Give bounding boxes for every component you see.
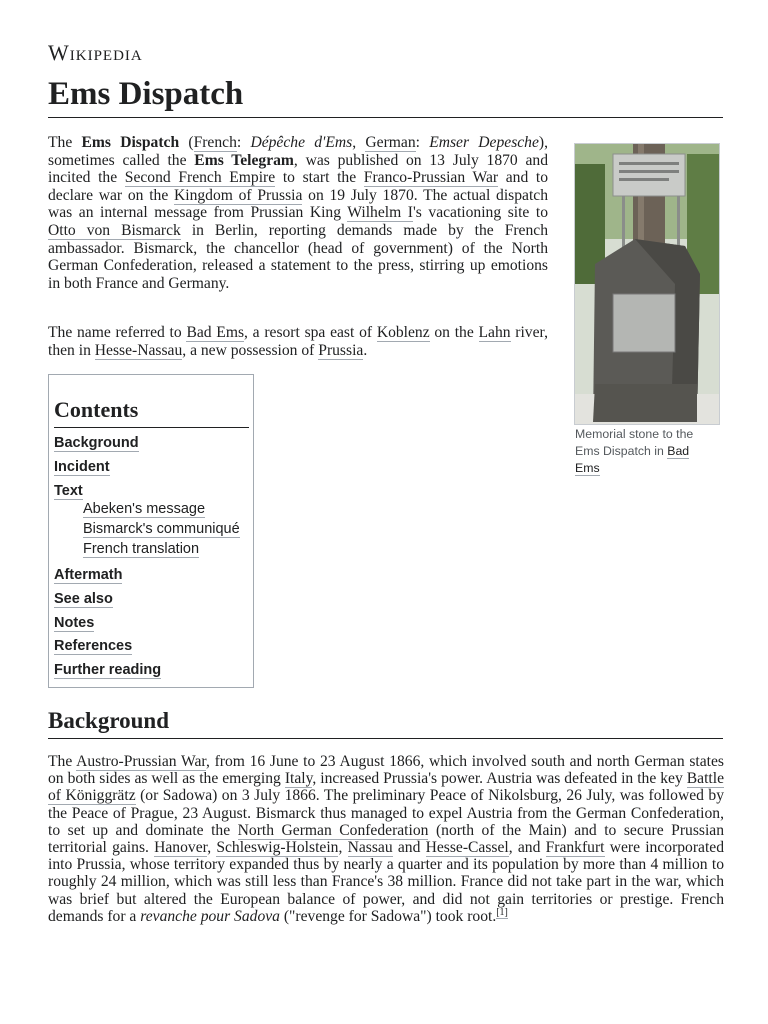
title-underline [48, 117, 723, 118]
text-run: ), sometimes called the [48, 134, 548, 169]
text-run: and to declare war on the [48, 169, 549, 204]
text-run: , [352, 134, 366, 151]
text-run: : [236, 134, 251, 151]
lead-paragraph-2 [48, 324, 548, 359]
text-run: The name referred to [48, 324, 187, 341]
toc-title: Contents [54, 397, 139, 422]
italic-term: revanche pour Sadova [140, 907, 280, 925]
text-run: ( [179, 134, 194, 151]
inline-link[interactable]: Hanover [154, 839, 208, 857]
text-run: river, then in [48, 324, 548, 359]
inline-link[interactable]: Battle of Königgrätz [48, 770, 724, 805]
caption-link-bad-ems[interactable]: Bad Ems [575, 444, 690, 475]
text-run: (or Sadowa) on 3 July 1866. The preliminary Peace of Nikolsburg, 26 July, was followed by the Peace of Prague, 23 August. Bismarck thus managed to expel Austria from the German Confederation, to set up and dominate the [48, 787, 724, 839]
lead-paragraph-1 [48, 134, 548, 292]
inline-link[interactable]: Bad Ems [186, 324, 245, 341]
toc-item-aftermath[interactable]: Aftermath [54, 567, 123, 583]
inline-link[interactable]: Nassau [347, 839, 393, 857]
inline-link[interactable]: Prussia [318, 341, 364, 359]
text-run: were incorporated into Prussia, whose territory expanded thus by nearly a quarter and its population by more than 4 million to roughly 24 million, which was still less than France's 38 million. France did not take part in the war, which was brief but altered the European balance of power, and did not gain territories or prestige. French demands for a [48, 839, 725, 925]
caption-text: Memorial stone to the Ems Dispatch in [575, 427, 694, 458]
text-run: The [48, 134, 82, 151]
toc-item-text[interactable]: Text [54, 483, 83, 499]
inline-link[interactable]: Lahn [478, 324, 511, 341]
image-caption [575, 426, 715, 477]
bold-term: Ems Telegram [194, 151, 294, 169]
inline-link[interactable]: Franco-Prussian War [363, 169, 499, 187]
text-run: , from 16 June to 23 August 1866, which involved south and north German states on both sides as well as the emerging [48, 753, 724, 788]
text-run: in Berlin, reporting demands made by the French ambassador. Bismarck, the chancellor (head of government) of the North German Confederation, released a statement to the press, stirring up emotions in both France and Germany. [48, 221, 548, 292]
wikipedia-wordmark[interactable]: Wikipedia [48, 40, 143, 65]
section-heading-background: Background [48, 708, 170, 733]
inline-link[interactable]: French [193, 134, 237, 151]
text-run: , was published on 13 July 1870 and incited the [48, 151, 548, 187]
page-title: Ems Dispatch [48, 76, 244, 112]
text-run: , [338, 839, 348, 857]
background-paragraph [48, 753, 724, 925]
text-run: , [207, 839, 217, 857]
toc-item-references[interactable]: References [54, 638, 133, 654]
inline-link[interactable]: Austro-Prussian War [76, 753, 206, 770]
toc-title-underline [54, 427, 249, 428]
italic-term: Dépêche d'Ems [250, 134, 353, 151]
toc-item-background[interactable]: Background [54, 435, 139, 451]
text-run: , increased Prussia's power. Austria was defeated in the key [312, 770, 687, 788]
inline-link[interactable]: Hesse-Cassel [425, 839, 509, 857]
text-run: to start the [275, 169, 364, 187]
text-run: , and [508, 839, 546, 857]
inline-link[interactable]: Koblenz [376, 324, 430, 341]
text-run: , a resort spa east of [244, 324, 377, 341]
text-run: ("revenge for Sadowa") took root. [279, 907, 497, 925]
memorial-stone-photo [575, 144, 719, 424]
inline-link[interactable]: Hesse-Nassau [94, 341, 183, 359]
citation-superscript[interactable] [496, 907, 508, 919]
memorial-stone-image[interactable] [574, 143, 720, 425]
text-run: (north of the Main) and to secure Prussian territorial gains. [48, 821, 725, 857]
toc-item-abekens-message[interactable]: Abeken's message [83, 501, 206, 517]
toc-item-see-also[interactable]: See also [54, 591, 113, 607]
inline-link[interactable]: Schleswig-Holstein [216, 839, 339, 857]
inline-link[interactable]: Kingdom of Prussia [173, 186, 303, 204]
inline-link[interactable]: Wilhelm I [347, 204, 413, 222]
inline-link[interactable]: [1] [496, 906, 508, 918]
inline-link[interactable]: Otto von Bismarck [48, 221, 181, 239]
text-run: on the [429, 324, 479, 341]
text-run: The [48, 753, 77, 770]
text-run: on 19 July 1870. The actual dispatch was an internal message from Prussian King [48, 186, 549, 222]
toc-item-further-reading[interactable]: Further reading [54, 662, 162, 678]
text-run: and [392, 839, 426, 857]
inline-link[interactable]: Frankfurt [545, 839, 605, 857]
inline-link[interactable]: Second French Empire [124, 169, 276, 187]
section-underline [48, 738, 723, 739]
inline-link[interactable]: German [365, 134, 416, 151]
italic-term: Emser Depesche [429, 134, 539, 151]
toc-item-bismarcks-communique[interactable]: Bismarck's communiqué [83, 521, 240, 537]
toc-item-incident[interactable]: Incident [54, 459, 110, 475]
toc-item-french-translation[interactable]: French translation [83, 541, 200, 557]
inline-link[interactable]: Italy [284, 770, 313, 788]
text-run: . [363, 341, 368, 359]
text-run: , a new possession of [182, 341, 319, 359]
text-run: 's vacationing site to [412, 204, 549, 222]
bold-term: Ems Dispatch [81, 134, 180, 151]
inline-link[interactable]: North German Confederation [237, 821, 429, 839]
text-run: : [415, 134, 430, 151]
toc-item-notes[interactable]: Notes [54, 615, 95, 631]
table-of-contents [48, 374, 254, 688]
